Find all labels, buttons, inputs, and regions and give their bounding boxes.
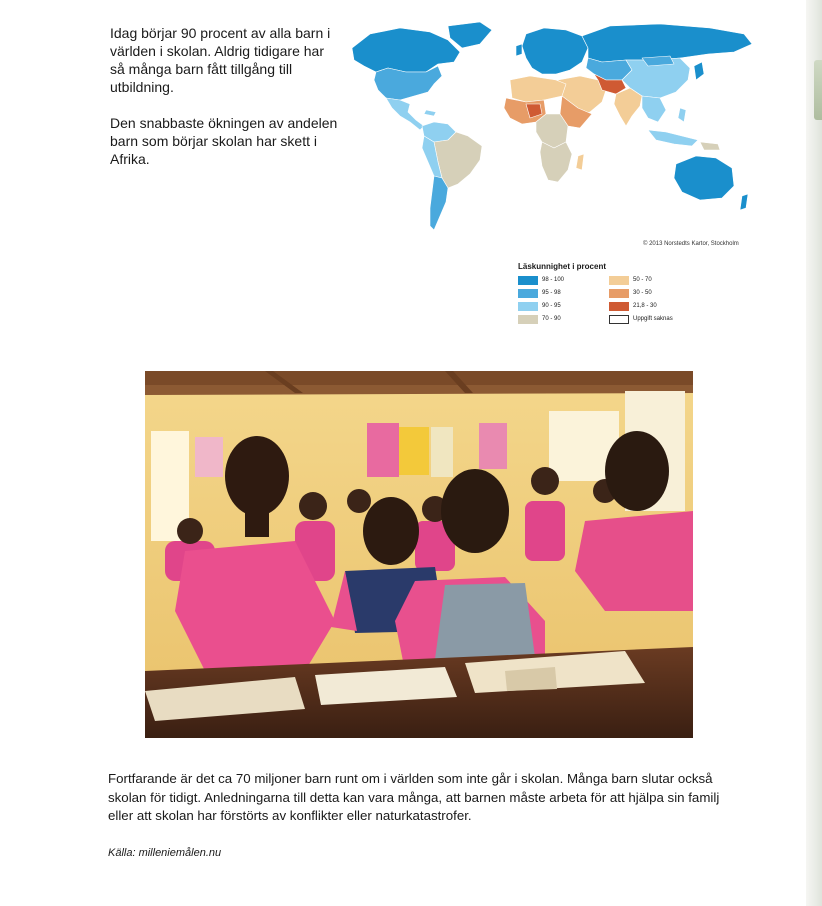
legend-item	[518, 314, 561, 324]
map-region-new-zealand	[740, 194, 748, 210]
page-edge	[806, 0, 822, 906]
map-legend	[518, 262, 708, 328]
legend-title: Läskunnighet i procent	[518, 262, 607, 271]
legend-item	[518, 275, 564, 285]
map-region-papua	[700, 142, 720, 150]
legend-label: 70 - 90	[542, 316, 561, 322]
legend-swatch	[609, 302, 629, 311]
legend-swatch	[518, 315, 538, 324]
page-edge-decoration	[814, 60, 822, 120]
map-region-southern-africa	[540, 142, 572, 182]
source-credit: Källa: milleniemålen.nu	[108, 847, 222, 859]
legend-item	[609, 288, 652, 298]
legend-label: 95 - 98	[542, 290, 561, 296]
map-region-southern-cone	[430, 176, 448, 230]
literacy-world-map	[330, 18, 770, 243]
map-region-uk	[516, 44, 522, 56]
intro-paragraph-2: Den snabbaste ökningen av andelen barn som börjar skolan har skett i Afrika.	[110, 115, 338, 167]
map-region-indonesia	[648, 130, 698, 146]
intro-paragraph-1: Idag börjar 90 procent av alla barn i världen i skolan. Aldrig tidigare har så många barn fått tillgång till utbildning.	[110, 25, 331, 95]
legend-label: 90 - 95	[542, 303, 561, 309]
legend-swatch	[609, 289, 629, 298]
legend-swatch	[518, 302, 538, 311]
legend-swatch	[518, 289, 538, 298]
legend-swatch	[609, 276, 629, 285]
map-region-philippines	[678, 108, 686, 122]
map-region-india	[614, 88, 642, 126]
legend-swatch	[609, 315, 629, 324]
map-region-europe	[522, 28, 588, 74]
world-map-graphic	[330, 18, 770, 243]
map-region-madagascar	[576, 154, 584, 170]
legend-label: 21,8 - 30	[633, 303, 657, 309]
classroom-photo	[145, 371, 693, 738]
map-region-mexico	[386, 98, 424, 130]
legend-label: 30 - 50	[633, 290, 652, 296]
legend-label: 98 - 100	[542, 277, 565, 283]
map-region-mongolia	[642, 56, 674, 66]
legend-item	[609, 314, 673, 324]
map-region-caribbean	[424, 110, 436, 116]
map-region-greenland	[448, 22, 492, 48]
legend-item	[609, 275, 652, 285]
map-region-north-africa	[510, 76, 566, 102]
legend-swatch	[518, 276, 538, 285]
map-copyright: © 2013 Norstedts Kartor, Stockholm	[643, 241, 739, 247]
map-region-canada	[352, 28, 460, 72]
intro-text	[110, 24, 340, 186]
legend-item	[518, 301, 561, 311]
map-region-australia	[674, 156, 734, 200]
legend-label: Uppgift saknas	[633, 316, 673, 322]
map-region-japan	[694, 62, 704, 80]
map-region-central-africa	[536, 114, 568, 148]
map-region-southeast-asia	[642, 96, 666, 122]
legend-label: 50 - 70	[633, 277, 652, 283]
legend-item	[518, 288, 561, 298]
body-paragraph: Fortfarande är det ca 70 miljoner barn runt om i världen som inte går i skolan. Många barn slutar också skolan för tidigt. Anledningarna till detta kan vara många, att barnen måste arbeta för att hjälpa sin familj eller att skolan har förstörts av konflikter eller naturkatastrofer.	[108, 771, 720, 824]
classroom-photo-graphic	[145, 371, 693, 738]
legend-item	[609, 301, 657, 311]
